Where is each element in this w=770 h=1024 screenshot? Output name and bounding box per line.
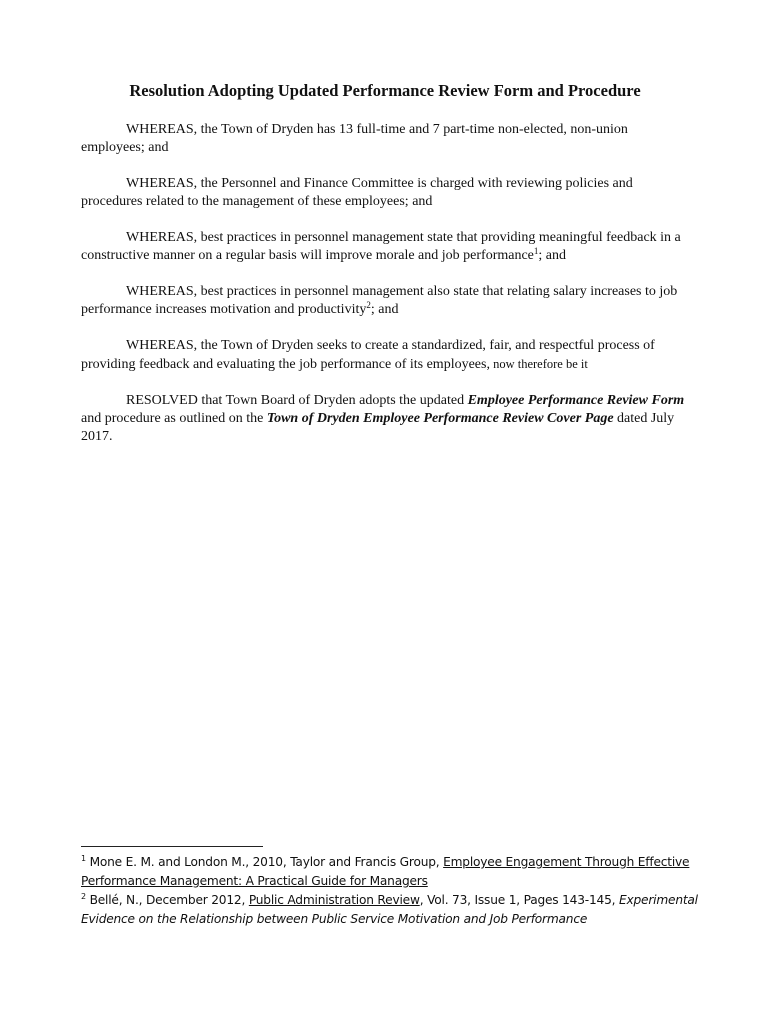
footnotes (81, 853, 711, 929)
whereas-paragraph-5 (81, 337, 691, 374)
whereas-paragraph-3 (81, 229, 691, 265)
footnote-ref-2[interactable]: 2 (366, 300, 371, 310)
footnote-1-book-title: Employee Engagement Through Effective Performance Management: A Practical Guide for Managers (81, 855, 690, 888)
footnote-2-details: , Vol. 73, Issue 1, Pages 143-145, (419, 893, 619, 907)
resolved-text-c: and procedure as outlined on the (81, 411, 267, 426)
whereas-paragraph-3-tail: ; and (538, 248, 567, 263)
document-title: Resolution Adopting Updated Performance Review Form and Procedure (129, 81, 641, 100)
whereas-paragraph-5-text: WHEREAS, the Town of Dryden seeks to create a standardized, fair, and respectful process of providing feedback and evaluating the job performance of its employees, (81, 338, 655, 372)
resolved-cover-page-name: Town of Dryden Employee Performance Review Cover Page (266, 411, 614, 426)
whereas-paragraph-4-tail: ; and (370, 302, 399, 317)
footnote-ref-1[interactable]: 1 (533, 246, 539, 256)
whereas-paragraph-1: WHEREAS, the Town of Dryden has 13 full-time and 7 part-time non-elected, non-union employees; and (81, 122, 628, 155)
footnote-2-number: 2 (81, 892, 86, 901)
whereas-paragraph-2: WHEREAS, the Personnel and Finance Committee is charged with reviewing policies and procedures related to the management of these employees; and (81, 176, 633, 209)
whereas-paragraph-3-text: WHEREAS, best practices in personnel management state that providing meaningful feedback in a constructive manner on a regular basis will improve morale and job performance (81, 230, 681, 263)
footnote-2-article-title: Experimental Evidence on the Relationship between Public Service Motivation and Job Performance (81, 893, 698, 926)
footnote-2 (81, 891, 711, 929)
footnote-1 (81, 853, 711, 891)
footnote-1-text: Mone E. M. and London M., 2010, Taylor and Francis Group, (85, 855, 444, 869)
resolution-body (81, 121, 691, 464)
whereas-paragraph-4-text: WHEREAS, best practices in personnel management also state that relating salary increases to job performance increases motivation and productivity (81, 284, 678, 317)
resolved-paragraph (81, 392, 691, 446)
whereas-paragraph-4 (81, 283, 691, 319)
whereas-paragraph-5-tail: now therefore be it (489, 357, 588, 371)
resolved-text-e: dated July 2017. (81, 411, 675, 444)
resolved-text-a: RESOLVED that Town Board of Dryden adopts the updated (126, 393, 468, 408)
footnote-2-journal: Public Administration Review (248, 893, 420, 907)
footnote-separator (81, 846, 263, 847)
resolved-form-name: Employee Performance Review Form (467, 393, 685, 408)
footnote-1-number: 1 (81, 854, 86, 863)
footnote-2-text: Bellé, N., December 2012, (85, 893, 249, 907)
